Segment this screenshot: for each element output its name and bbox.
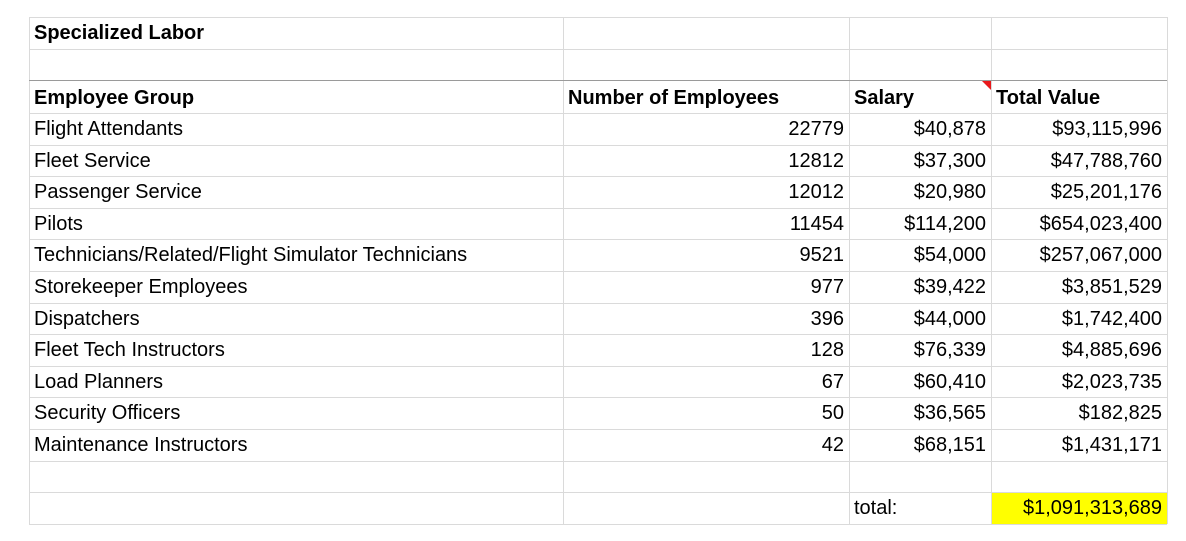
empty-cell[interactable] xyxy=(849,461,991,492)
cell-total-value[interactable]: $1,431,171 xyxy=(1061,434,1162,456)
cell-employee-group[interactable]: Load Planners xyxy=(34,370,163,393)
cell-number-of-employees[interactable]: 977 xyxy=(810,276,844,298)
cell-employee-group[interactable]: Security Officers xyxy=(34,402,181,424)
cell-number-of-employees[interactable]: 128 xyxy=(810,339,844,361)
cell-employee-group[interactable]: Passenger Service xyxy=(34,181,202,203)
cell-number-of-employees[interactable]: 12812 xyxy=(788,149,844,172)
cell-number-of-employees[interactable]: 9521 xyxy=(799,244,844,266)
cell-employee-group[interactable]: Fleet Tech Instructors xyxy=(34,339,225,361)
cell-employee-group[interactable]: Maintenance Instructors xyxy=(34,434,248,456)
cell-total-value[interactable]: $257,067,000 xyxy=(1039,244,1162,266)
header-employee-group[interactable]: Employee Group xyxy=(34,87,195,109)
cell-employee-group[interactable]: Dispatchers xyxy=(34,307,140,330)
cell-number-of-employees[interactable]: 67 xyxy=(821,370,844,393)
gridline-vertical xyxy=(1167,17,1168,524)
cell-total-value[interactable]: $2,023,735 xyxy=(1061,370,1162,393)
cell-salary[interactable]: $114,200 xyxy=(904,212,986,235)
gridline-horizontal xyxy=(29,80,1167,81)
empty-cell[interactable] xyxy=(849,49,991,80)
header-salary[interactable]: Salary xyxy=(854,87,915,109)
cell-number-of-employees[interactable]: 22779 xyxy=(788,118,844,140)
cell-number-of-employees[interactable]: 11454 xyxy=(789,212,844,235)
cell-number-of-employees[interactable]: 42 xyxy=(821,434,844,456)
empty-cell[interactable] xyxy=(849,17,991,49)
cell-total-value[interactable]: $1,742,400 xyxy=(1061,307,1162,330)
empty-cell[interactable] xyxy=(991,461,1167,492)
cell-salary[interactable]: $68,151 xyxy=(913,434,986,456)
sheet-title[interactable]: Specialized Labor xyxy=(34,22,205,44)
cell-total-value[interactable]: $47,788,760 xyxy=(1050,149,1162,172)
cell-total-value[interactable]: $4,885,696 xyxy=(1061,339,1162,361)
empty-cell[interactable] xyxy=(563,492,849,524)
empty-cell[interactable] xyxy=(563,17,849,49)
cell-number-of-employees[interactable]: 12012 xyxy=(788,181,844,203)
header-number-of-employees[interactable]: Number of Employees xyxy=(568,87,780,109)
cell-total-value[interactable]: $182,825 xyxy=(1078,402,1162,424)
empty-cell[interactable] xyxy=(991,17,1167,49)
cell-salary[interactable]: $76,339 xyxy=(913,339,986,361)
cell-employee-group[interactable]: Pilots xyxy=(34,212,83,235)
comment-indicator-icon[interactable] xyxy=(982,81,991,90)
total-label[interactable]: total: xyxy=(854,497,898,519)
cell-salary[interactable]: $39,422 xyxy=(913,276,986,298)
cell-salary[interactable]: $54,000 xyxy=(913,244,986,266)
total-value[interactable]: $1,091,313,689 xyxy=(1022,497,1162,519)
cell-employee-group[interactable]: Flight Attendants xyxy=(34,118,183,140)
cell-salary[interactable]: $36,565 xyxy=(913,402,986,424)
cell-total-value[interactable]: $654,023,400 xyxy=(1039,212,1162,235)
cell-employee-group[interactable]: Technicians/Related/Flight Simulator Technicians xyxy=(34,244,468,266)
empty-cell[interactable] xyxy=(29,492,563,524)
cell-salary[interactable]: $20,980 xyxy=(913,181,986,203)
cell-number-of-employees[interactable]: 396 xyxy=(810,307,844,330)
empty-cell[interactable] xyxy=(563,49,849,80)
empty-cell[interactable] xyxy=(563,461,849,492)
cell-total-value[interactable]: $93,115,996 xyxy=(1052,118,1162,140)
cell-salary[interactable]: $37,300 xyxy=(913,149,986,172)
cell-salary[interactable]: $40,878 xyxy=(913,118,986,140)
empty-cell[interactable] xyxy=(29,461,563,492)
cell-salary[interactable]: $44,000 xyxy=(913,307,986,330)
cell-total-value[interactable]: $25,201,176 xyxy=(1050,181,1162,203)
empty-cell[interactable] xyxy=(991,49,1167,80)
header-total-value[interactable]: Total Value xyxy=(996,87,1101,109)
cell-employee-group[interactable]: Fleet Service xyxy=(34,149,151,172)
empty-cell[interactable] xyxy=(29,49,563,80)
cell-salary[interactable]: $60,410 xyxy=(913,370,986,393)
cell-number-of-employees[interactable]: 50 xyxy=(821,402,844,424)
cell-employee-group[interactable]: Storekeeper Employees xyxy=(34,276,248,298)
cell-total-value[interactable]: $3,851,529 xyxy=(1061,276,1162,298)
gridline-horizontal xyxy=(29,524,1167,525)
